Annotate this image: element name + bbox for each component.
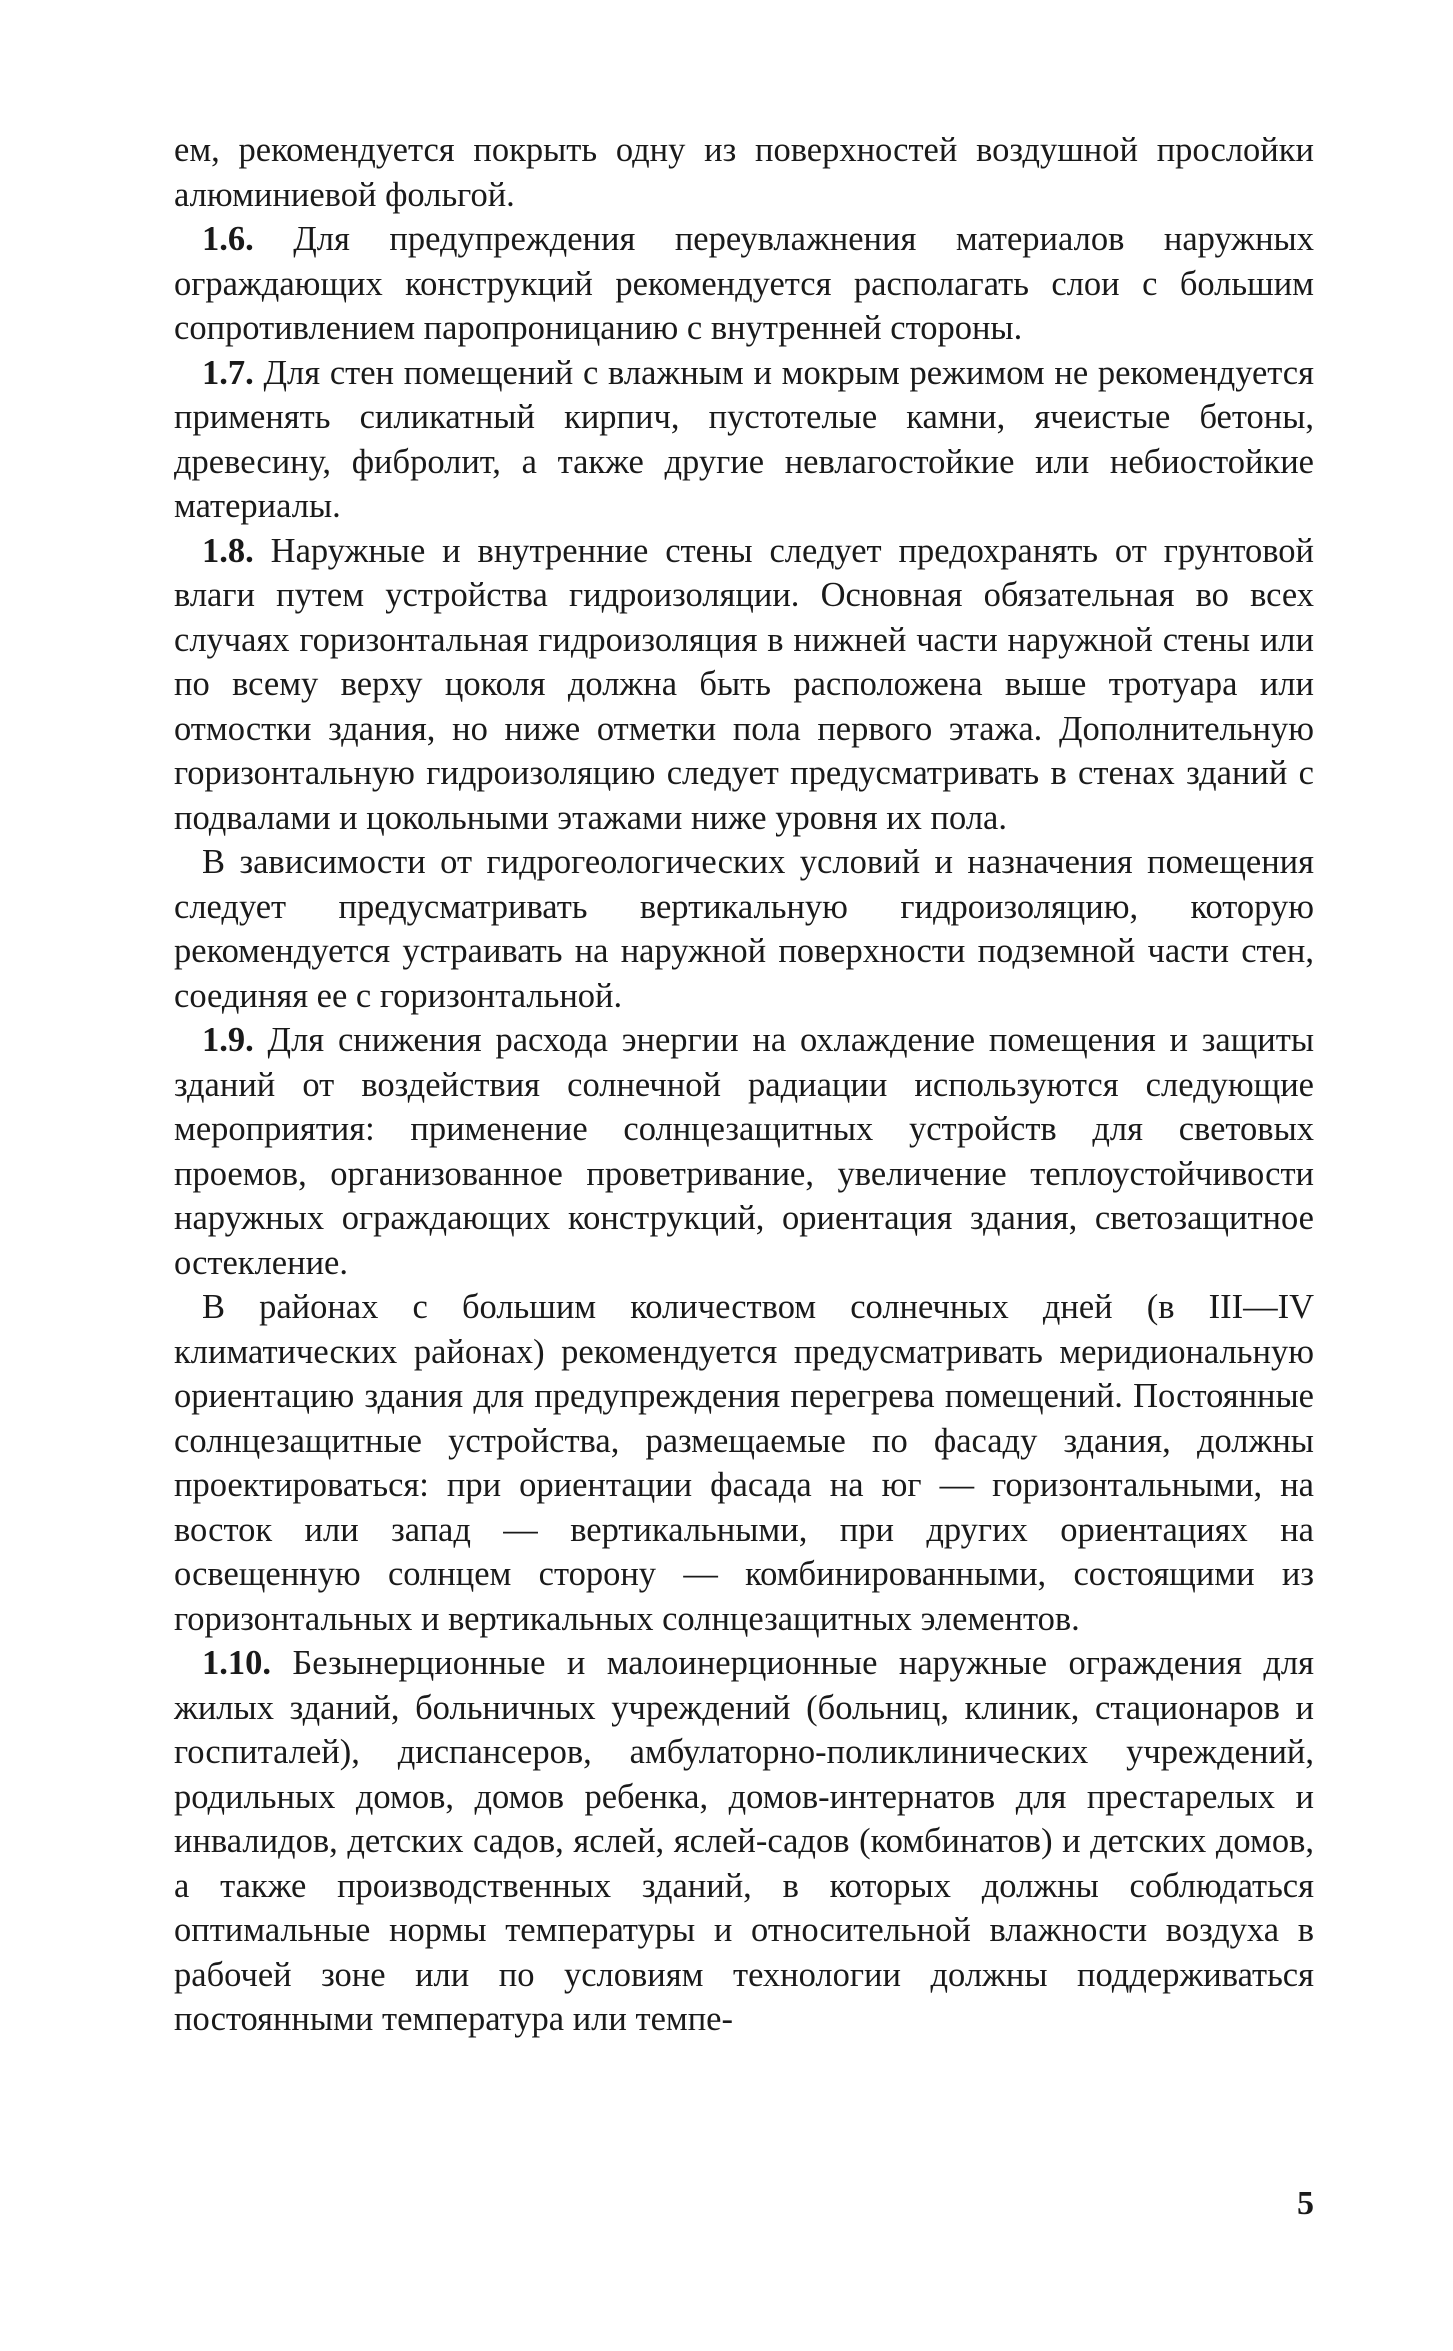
clause-1-8 bbox=[174, 529, 1314, 841]
page-number: 5 bbox=[1297, 2185, 1314, 2222]
clause-1-9 bbox=[174, 1018, 1314, 1285]
clause-number: 1.8. bbox=[202, 531, 254, 570]
clause-1-8-continued bbox=[174, 840, 1314, 1018]
page-body bbox=[174, 128, 1314, 2042]
clause-1-10 bbox=[174, 1641, 1314, 2042]
clause-1-6 bbox=[174, 217, 1314, 351]
clause-number: 1.10. bbox=[202, 1644, 271, 1682]
clause-text: Для предупреждения переувлажнения материалов наружных ограждающих конструкций рекомендуется располагать слои с большим сопротивлением паропроницанию с внутренней стороны. bbox=[174, 220, 1314, 347]
clause-1-9-continued bbox=[174, 1285, 1314, 1641]
clause-text: Для стен помещений с влажным и мокрым режимом не рекомендуется применять силикатный кирпич, пустотелые камни, ячеистые бетоны, древесину, фибролит, а также другие невлагостойкие или небиостойкие материалы. bbox=[174, 353, 1314, 525]
clause-text: Для снижения расхода энергии на охлаждение помещения и защиты зданий от воздействия солнечной радиации используются следующие мероприятия: применение солнцезащитных устройств для световых проемов, организованное проветривание, увеличение теплоустойчивости наружных ограждающих конструкций, ориентация здания, светозащитное остекление. bbox=[174, 1021, 1314, 1282]
paragraph-text: В районах с большим количеством солнечных дней (в III—IV климатических районах) рекомендуется предусматривать меридиональную ориентацию здания для предупреждения перегрева помещений. Постоянные солнцезащитные устройства, размещаемые по фасаду здания, должны проектироваться: при ориентации фасада на юг — горизонтальными, на восток или запад — вертикальными, при других ориентациях на освещенную солнцем сторону — комбинированными, состоящими из горизонтальных и вертикальных солнцезащитных элементов. bbox=[174, 1288, 1314, 1638]
clause-text: Безынерционные и малоинерционные наружные ограждения для жилых зданий, больничных учреждений (больниц, клиник, стационаров и госпиталей), диспансеров, амбулаторно-поликлинических учреждений, родильных домов, домов ребенка, домов-интернатов для престарелых и инвалидов, детских садов, яслей, яслей-садов (комбинатов) и детских домов, а также производственных зданий, в которых должны соблюдаться оптимальные нормы температуры и относительной влажности воздуха в рабочей зоне или по условиям технологии должны поддерживаться постоянными температура или темпе- bbox=[174, 1644, 1314, 2038]
clause-number: 1.7. bbox=[202, 353, 254, 392]
clause-1-7 bbox=[174, 351, 1314, 529]
paragraph-continuation bbox=[174, 128, 1314, 217]
paragraph-text: ем, рекомендуется покрыть одну из поверхностей воздушной прослойки алюминиевой фольгой. bbox=[174, 131, 1314, 214]
clause-text: Наружные и внутренние стены следует предохранять от грунтовой влаги путем устройства гидроизоляции. Основная обязательная во всех случаях горизонтальная гидроизоляция в нижней части наружной стены или по всему верху цоколя должна быть расположена выше тротуара или отмостки здания, но ниже отметки пола первого этажа. Дополнительную горизонтальную гидроизоляцию следует предусматривать в стенах зданий с подвалами и цокольными этажами ниже уровня их пола. bbox=[174, 531, 1314, 837]
clause-number: 1.9. bbox=[202, 1021, 254, 1059]
clause-number: 1.6. bbox=[202, 220, 254, 258]
paragraph-text: В зависимости от гидрогеологических условий и назначения помещения следует предусматривать вертикальную гидроизоляцию, которую рекомендуется устраивать на наружной поверхности подземной части стен, соединяя ее с горизонтальной. bbox=[174, 843, 1314, 1015]
